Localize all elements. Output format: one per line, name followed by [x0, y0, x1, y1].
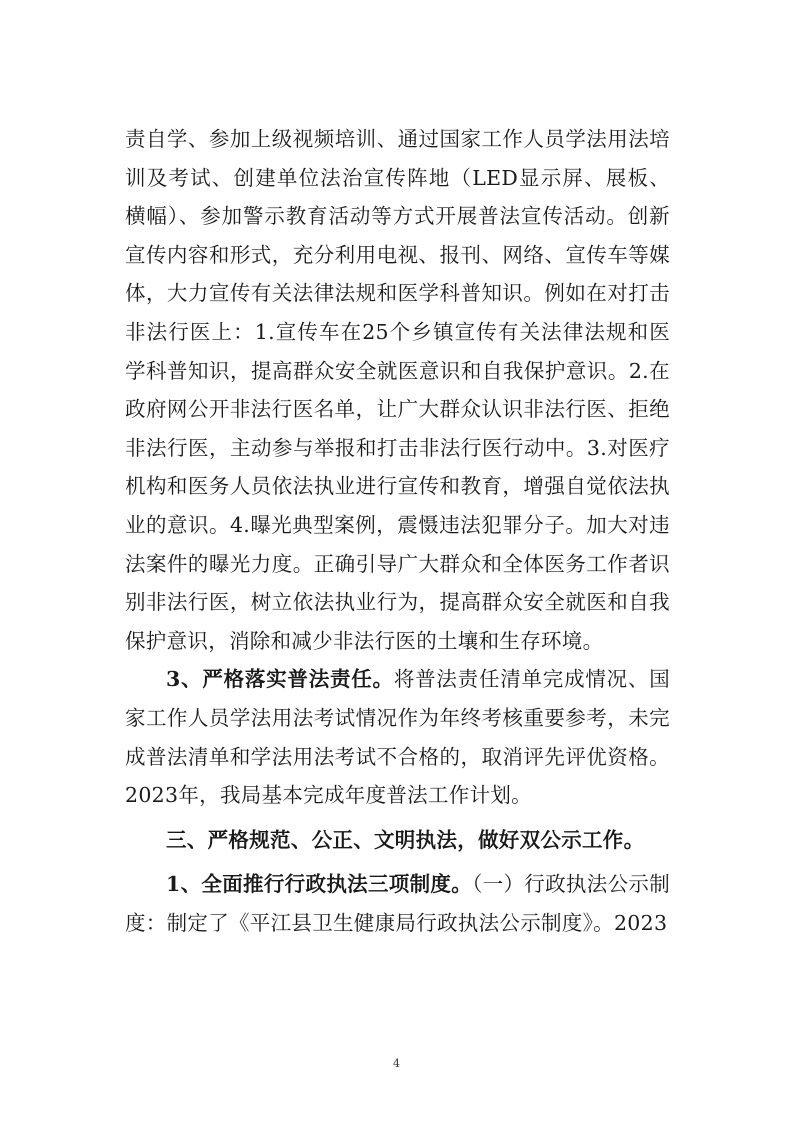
body-text [125, 120, 670, 942]
section-heading-text: 三、严格规范、公正、文明执法，做好双公示工作。 [166, 827, 645, 852]
paragraph-text: （一）行政执法公示制度：制定了《平江县卫生健康局行政执法公示制度》。2023 [125, 872, 671, 935]
section-heading-three [125, 821, 670, 860]
paragraph-responsibility [125, 660, 670, 814]
paragraph-text: 将普法责任清单完成情况、国家工作人员学法用法考试情况作为年终考核重要参考，未完成普法清单和学法用法考试不合格的，取消评先评优资格。2023年，我局基本完成年度普法工作计划。 [125, 667, 670, 808]
paragraph-heading: 1、全面推行行政执法三项制度。 [166, 872, 473, 897]
paragraph-text: 责自学、参加上级视频培训、通过国家工作人员学法用法培训及考试、创建单位法治宣传阵地（LED显示屏、展板、横幅）、参加警示教育活动等方式开展普法宣传活动。创新宣传内容和形式，充分利用电视、报刊、网络、宣传车等媒体，大力宣传有关法律法规和医学科普知识。例如在对打击非法行医上：1.宣传车在25个乡镇宣传有关法律法规和医学科普知识，提高群众安全就医意识和自我保护意识。2.在政府网公开非法行医名单，让广大群众认识非法行医、拒绝非法行医，主动参与举报和打击非法行医行动中。3.对医疗机构和医务人员依法执业进行宣传和教育，增强自觉依法执业的意识。4.曝光典型案例，震慑违法犯罪分子。加大对违法案件的曝光力度。正确引导广大群众和全体医务工作者识别非法行医，树立依法执业行为，提高群众安全就医和自我保护意识，消除和减少非法行医的土壤和生存环境。 [125, 127, 670, 653]
paragraph-three-systems [125, 865, 670, 942]
page-number: 4 [393, 1057, 400, 1070]
paragraph-heading: 3、严格落实普法责任。 [166, 667, 394, 692]
paragraph-continuation [125, 120, 670, 660]
